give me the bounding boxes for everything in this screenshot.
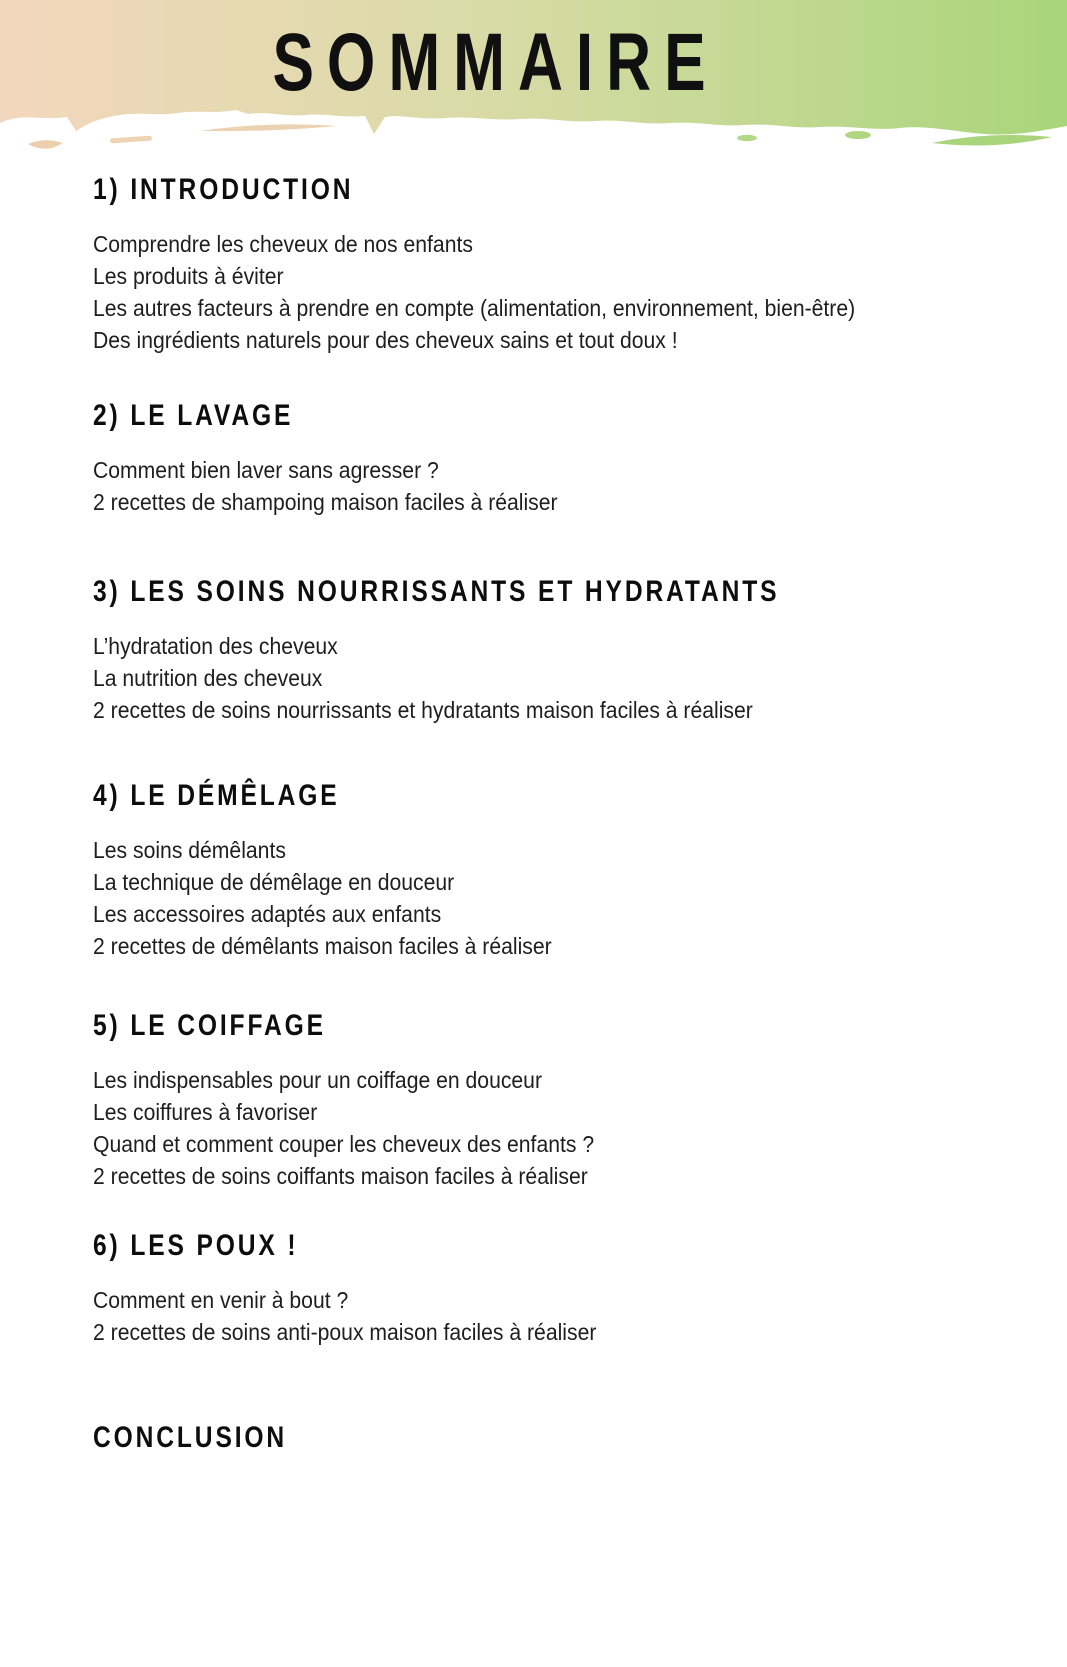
toc-item: Des ingrédients naturels pour des cheveux sains et tout doux !	[93, 327, 678, 353]
splatter-green-swoosh	[932, 135, 1052, 145]
toc-item: Comprendre les cheveux de nos enfants	[93, 231, 473, 257]
toc-item: L’hydratation des cheveux	[93, 633, 338, 659]
conclusion-heading: CONCLUSION	[93, 1421, 288, 1454]
banner-brush-background	[0, 0, 1067, 160]
section-heading: 6) LES POUX !	[93, 1229, 299, 1262]
toc-item: Les coiffures à favoriser	[93, 1099, 318, 1125]
toc-section-soins	[93, 574, 1007, 726]
toc-item: Les indispensables pour un coiffage en douceur	[93, 1067, 543, 1093]
toc-item: Comment bien laver sans agresser ?	[93, 457, 439, 483]
section-items	[93, 454, 1007, 518]
splatter-tan-blob	[28, 140, 63, 149]
splatter-tan-swoosh	[200, 124, 338, 131]
section-heading: 1) INTRODUCTION	[93, 173, 354, 206]
toc-section-conclusion	[93, 1420, 1007, 1455]
section-items	[93, 630, 1007, 726]
toc-section-lavage	[93, 398, 1007, 518]
toc-item: 2 recettes de soins coiffants maison faciles à réaliser	[93, 1163, 588, 1189]
toc-section-demelage	[93, 778, 1007, 962]
page-title: SOMMAIRE	[272, 17, 719, 108]
toc-item: 2 recettes de démêlants maison faciles à réaliser	[93, 933, 552, 959]
section-items	[93, 228, 1007, 356]
section-heading: 5) LE COIFFAGE	[93, 1009, 326, 1042]
splatter-tan-dash	[110, 136, 152, 144]
toc-item: Les accessoires adaptés aux enfants	[93, 901, 442, 927]
toc-section-coiffage	[93, 1008, 1007, 1192]
table-of-contents	[0, 172, 1067, 1455]
toc-item: Les autres facteurs à prendre en compte (alimentation, environnement, bien-être)	[93, 295, 856, 321]
toc-item: Les produits à éviter	[93, 263, 284, 289]
section-heading: 2) LE LAVAGE	[93, 399, 294, 432]
section-heading: 3) LES SOINS NOURRISSANTS ET HYDRATANTS	[93, 575, 780, 608]
toc-item: Comment en venir à bout ?	[93, 1287, 349, 1313]
section-heading: 4) LE DÉMÊLAGE	[93, 779, 340, 812]
toc-item: 2 recettes de soins nourrissants et hydratants maison faciles à réaliser	[93, 697, 753, 723]
toc-section-introduction	[93, 172, 1007, 356]
toc-item: 2 recettes de soins anti-poux maison faciles à réaliser	[93, 1319, 597, 1345]
banner	[0, 0, 1067, 160]
toc-item: 2 recettes de shampoing maison faciles à réaliser	[93, 489, 558, 515]
toc-section-poux	[93, 1228, 1007, 1348]
toc-item: La technique de démêlage en douceur	[93, 869, 455, 895]
toc-item: La nutrition des cheveux	[93, 665, 323, 691]
splatter-green-dot	[845, 131, 871, 139]
section-items	[93, 1064, 1007, 1192]
toc-item: Les soins démêlants	[93, 837, 286, 863]
section-items	[93, 1284, 1007, 1348]
splatter-green-dot-small	[737, 135, 757, 141]
toc-item: Quand et comment couper les cheveux des enfants ?	[93, 1131, 595, 1157]
section-items	[93, 834, 1007, 962]
